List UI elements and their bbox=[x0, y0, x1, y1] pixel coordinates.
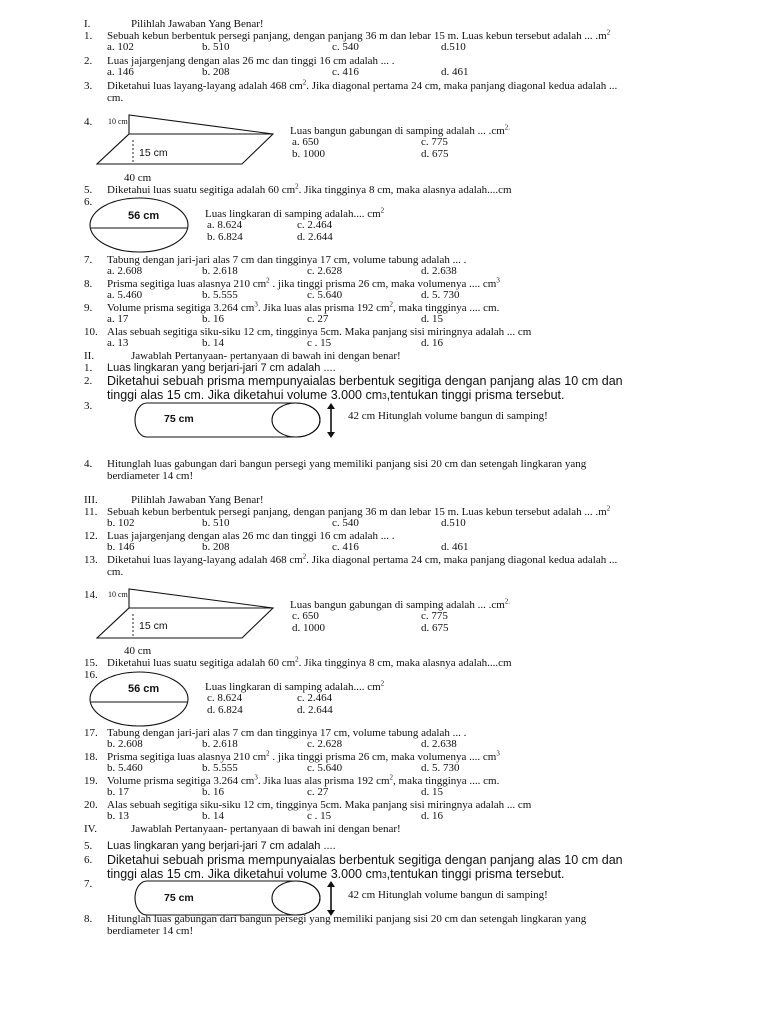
label-10cm: 10 cm bbox=[108, 590, 128, 599]
essay-3-text: 42 cm Hitunglah volume bangun di samping! bbox=[348, 410, 548, 422]
circle-shape bbox=[90, 198, 188, 252]
label-10cm: 10 cm bbox=[108, 117, 128, 126]
label-40cm: 40 cm bbox=[124, 172, 152, 184]
cylinder-body bbox=[135, 403, 320, 437]
question-16-text: Luas lingkaran di samping adalah.... $cm^2$ bbox=[205, 679, 385, 693]
circle-figure bbox=[88, 196, 192, 254]
label-56cm: 56 cm bbox=[128, 683, 160, 695]
label-40cm: 40 cm bbox=[124, 645, 152, 657]
label-15cm: 15 cm bbox=[139, 620, 168, 632]
label-15cm: 15 cm bbox=[139, 147, 168, 159]
label-56cm: 56 cm bbox=[128, 210, 160, 222]
question-4-text: Luas bangun gabungan di samping adalah ... $.cm^{2.}$ bbox=[290, 123, 511, 137]
cylinder-end bbox=[272, 403, 320, 437]
circle-figure bbox=[88, 670, 192, 728]
label-75cm: 75 cm bbox=[164, 413, 194, 425]
label-75cm: 75 cm bbox=[164, 892, 194, 904]
cylinder-body bbox=[135, 881, 320, 915]
essay-7-text: 42 cm Hitunglah volume bangun di samping! bbox=[348, 889, 548, 901]
question-14-text: Luas bangun gabungan di samping adalah ... $.cm^{2.}$ bbox=[290, 597, 511, 611]
circle-shape bbox=[90, 672, 188, 726]
cylinder-end bbox=[272, 881, 320, 915]
question-6-text: Luas lingkaran di samping adalah.... $cm^2$ bbox=[205, 206, 385, 220]
